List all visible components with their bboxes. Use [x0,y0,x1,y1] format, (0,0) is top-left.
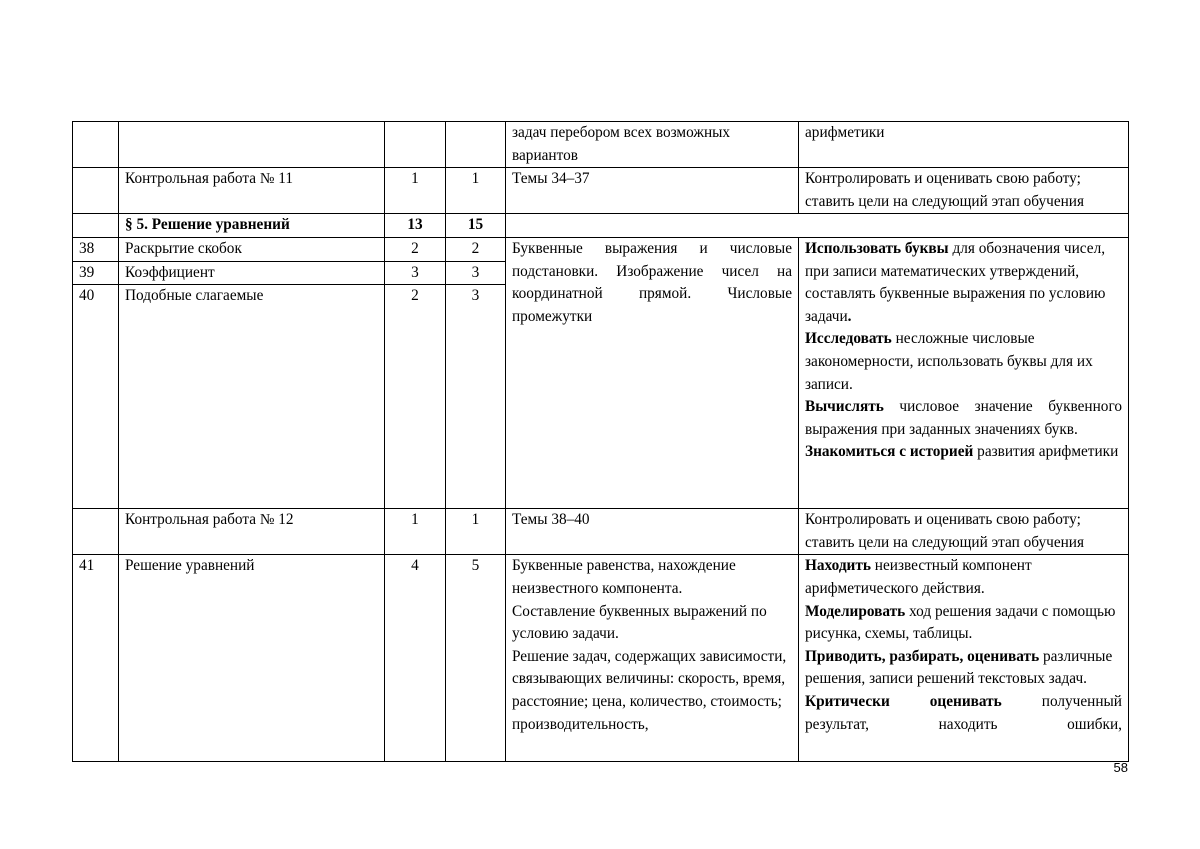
num-cell [73,168,119,214]
page-number: 58 [1100,760,1128,775]
hours-cell: 2 [385,285,446,509]
activity-text: полученный [1002,693,1122,710]
activity-text: несложные числовые закономерности, использовать буквы для их записи. [805,330,1093,392]
content-cell: задач перебором всех возможных вариантов [506,122,799,168]
table-row [73,168,1129,214]
activity-paragraph [805,555,1122,600]
activity-paragraph [805,646,1122,691]
num-cell [73,214,119,238]
num-cell: 40 [73,285,119,509]
section-row [73,214,1129,238]
activity-keyword: Критически оценивать [805,693,1002,710]
hours-cell: 2 [385,237,446,261]
table-row [73,555,1129,762]
content-paragraph: Составление буквенных выражений по условию задачи. [512,601,792,646]
hours-cell: 2 [446,237,506,261]
section-title: § 5. Решение уравнений [119,214,385,238]
activity-keyword: Исследовать [805,330,892,347]
hours-cell: 1 [385,168,446,214]
hours-cell: 15 [446,214,506,238]
hours-cell: 1 [446,509,506,555]
lesson-cell: Коэффициент [119,261,385,285]
hours-cell: 13 [385,214,446,238]
lesson-cell: Контрольная работа № 12 [119,509,385,555]
hours-cell: 3 [385,261,446,285]
lesson-cell: Контрольная работа № 11 [119,168,385,214]
num-cell: 41 [73,555,119,762]
hours-cell: 3 [446,261,506,285]
num-cell [73,509,119,555]
lesson-cell [119,122,385,168]
activity-text: различные решения, записи решений текстовых задач. [805,648,1112,688]
num-cell: 38 [73,237,119,261]
empty-cell [506,214,1129,238]
activity-text: числовое значение буквенного выражения при заданных значениях букв. [805,398,1122,438]
lesson-cell: Раскрытие скобок [119,237,385,261]
activity-keyword: Моделировать [805,603,905,620]
activity-text: неизвестный компонент арифметического действия. [805,557,1032,597]
activity-paragraph [805,396,1122,441]
content-paragraph: Буквенные равенства, нахождение неизвестного компонента. [512,555,792,600]
hours-cell [446,122,506,168]
content-cell [506,555,799,762]
content-cell: Темы 38–40 [506,509,799,555]
activity-paragraph [805,691,1122,714]
activity-keyword: Находить [805,557,871,574]
num-cell: 39 [73,261,119,285]
activity-keyword: Вычислять [805,398,884,415]
activity-keyword: Приводить, разбирать, оценивать [805,648,1039,665]
activity-paragraph [805,601,1122,646]
activity-cell [799,555,1129,762]
lesson-cell: Подобные слагаемые [119,285,385,509]
hours-cell: 1 [385,509,446,555]
content-cell: Буквенные выражения и числовые подстановки. Изображение чисел на координатной прямой. Числовые промежутки [506,237,799,508]
activity-period: . [848,308,852,325]
content-cell: Темы 34–37 [506,168,799,214]
hours-cell: 5 [446,555,506,762]
thematic-plan-table [72,121,1129,762]
activity-paragraph: результат, находить ошибки, [805,714,1122,737]
activity-text: развития арифметики [973,443,1118,460]
activity-text: для обозначения чисел, при записи математических утверждений, составлять буквенные выражения по условию задачи [805,240,1105,325]
activity-text: ход решения задачи с помощью рисунка, схемы, таблицы. [805,603,1115,643]
activity-cell: Контролировать и оценивать свою работу; ставить цели на следующий этап обучения [799,168,1129,214]
hours-cell [385,122,446,168]
activity-cell [799,237,1129,508]
table-row [73,122,1129,168]
activity-cell: арифметики [799,122,1129,168]
lesson-cell: Решение уравнений [119,555,385,762]
activity-cell: Контролировать и оценивать свою работу; ставить цели на следующий этап обучения [799,509,1129,555]
hours-cell: 3 [446,285,506,509]
hours-cell: 4 [385,555,446,762]
activity-keyword: Знакомиться с историей [805,443,973,460]
hours-cell: 1 [446,168,506,214]
table-row [73,509,1129,555]
num-cell [73,122,119,168]
content-paragraph: Решение задач, содержащих зависимости, связывающих величины: скорость, время, расстояние; цена, количество, стоимость; производительность, [512,646,792,736]
table-row [73,237,1129,261]
activity-paragraph [805,441,1122,464]
activity-keyword: Использовать буквы [805,240,949,257]
